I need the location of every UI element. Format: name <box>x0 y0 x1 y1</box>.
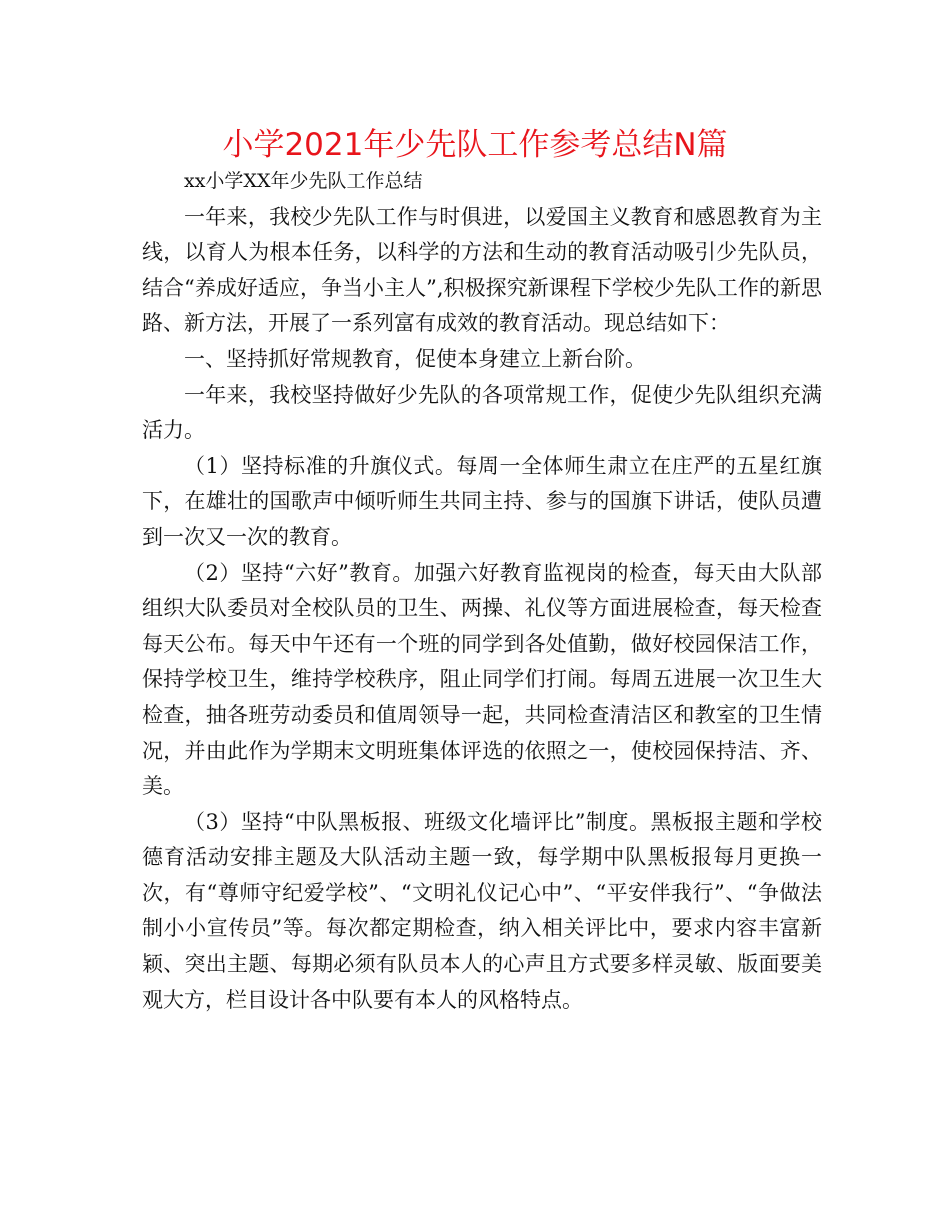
body-paragraph: （2）坚持“六好”教育。加强六好教育监视岗的检查，每天由大队部组织大队委员对全校队员的卫生、两操、礼仪等方面进展检查，每天检查每天公布。每天中午还有一个班的同学到各处值勤，做好校园保洁工作，保持学校卫生，维持学校秩序，阻止同学们打闹。每周五进展一次卫生大检查，抽各班劳动委员和值周领导一起，共同检查清洁区和教室的卫生情况，并由此作为学期末文明班集体评选的依照之一，使校园保持洁、齐、美。 <box>142 560 822 799</box>
section-heading-paragraph: 一、坚持抓好常规教育，促使本身建立上新台阶。 <box>184 346 646 371</box>
body-paragraph: （1）坚持标准的升旗仪式。每周一全体师生肃立在庄严的五星红旗下，在雄壮的国歌声中倾听师生共同主持、参与的国旗下讲话，使队员遭到一次又一次的教育。 <box>142 453 822 549</box>
document-body <box>142 164 822 1018</box>
body-paragraph: （3）坚持“中队黑板报、班级文化墙评比”制度。黑板报主题和学校德育活动安排主题及大队活动主题一致，每学期中队黑板报每月更换一次，有“尊师守纪爱学校”、“文明礼仪记心中”、“平安伴我行”、“争做法制小小宣传员”等。每次都定期检查，纳入相关评比中，要求内容丰富新颖、突出主题、每期必须有队员本人的心声且方式要多样灵敏、版面要美观大方，栏目设计各中队要有本人的风格特点。 <box>142 809 822 1012</box>
body-paragraph: 一年来，我校坚持做好少先队的各项常规工作，促使少先队组织充满活力。 <box>142 382 822 443</box>
intro-paragraph: 一年来，我校少先队工作与时俱进，以爱国主义教育和感恩教育为主线，以育人为根本任务，以科学的方法和生动的教育活动吸引少先队员，结合“养成好适应，争当小主人”,积极探究新课程下学校少先队工作的新思路、新方法，开展了一系列富有成效的教育活动。现总结如下： <box>142 204 822 336</box>
document-title: 小学2021年少先队工作参考总结N篇 <box>222 127 728 163</box>
subtitle-paragraph: xx小学XX年少先队工作总结 <box>184 170 423 192</box>
